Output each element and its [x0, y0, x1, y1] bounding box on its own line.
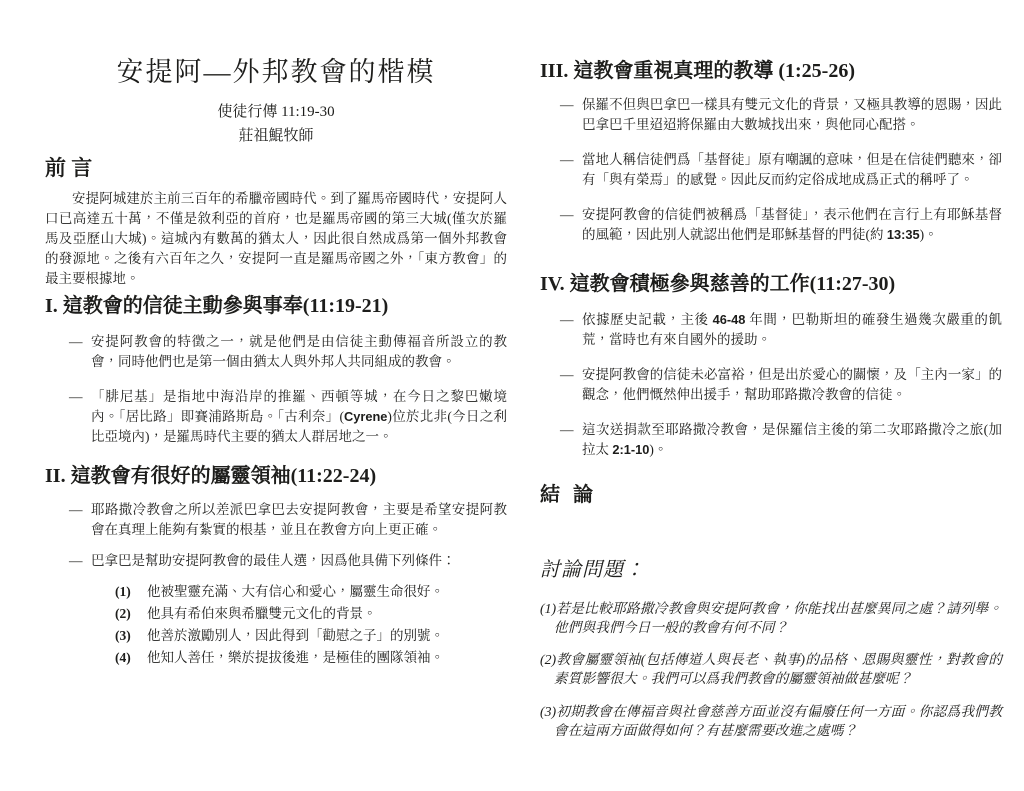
discussion-question-2: (2)教會屬靈領袖(包括傳道人與長老、執事)的品格、恩賜與靈性，對教會的素質影響很大。我們可以爲我們教會的屬靈領袖做甚麼呢？ — [540, 652, 1002, 687]
section-1-bullet-2 — [69, 387, 507, 447]
list-item-4 — [115, 648, 507, 668]
em-dash-bullet: — — [69, 502, 83, 517]
item-text: 他知人善任，樂於提拔後進，是極佳的團隊領袖。 — [147, 650, 444, 665]
item-number: (3) — [115, 628, 131, 643]
section-3-heading: III. 這教會重視真理的教導 (1:25-26) — [540, 60, 855, 82]
em-dash-bullet: — — [560, 312, 574, 327]
item-text: 他善於激勵別人，因此得到「勸慰之子」的別號。 — [147, 628, 444, 643]
bullet-text: 「腓尼基」是指地中海沿岸的推羅、西頓等城，在今日之黎巴嫩境內。「居比路」即賽浦路斯島。「古利奈」(Cyrene)位於北非(今日之利比亞境內)，是羅馬時代主要的猶太人群居地之一。 — [91, 389, 507, 444]
discussion-questions — [540, 599, 1002, 741]
qualifications-list — [115, 582, 507, 668]
right-page-column — [540, 0, 1002, 754]
section-2-bullet-1 — [69, 500, 507, 540]
bullet-text: 當地人稱信徒們爲「基督徒」原有嘲諷的意味，但是在信徒們聽來，卻有「與有榮焉」的感覺。因此反而約定俗成地成爲正式的稱呼了。 — [582, 152, 1002, 187]
bullet-text: 安提阿教會的特徵之一，就是他們是由信徒主動傳福音所設立的教會，同時他們也是第一個由猶太人與外邦人共同組成的教會。 — [91, 334, 507, 369]
discussion-question-3: (3)初期教會在傳福音與社會慈善方面並沒有偏廢任何一方面。你認爲我們教會在這兩方面做得如何？有甚麼需要改進之處嗎？ — [540, 704, 1002, 739]
discussion-question-1: (1)若是比較耶路撒冷教會與安提阿教會，你能找出甚麼異同之處？請列舉。他們與我們今日一般的教會有何不同？ — [540, 600, 1002, 635]
bullet-text: 安提阿教會的信徒們被稱爲「基督徒」，表示他們在言行上有耶穌基督的風範，因此別人就認出他們是耶穌基督的門徒(約 13:35)。 — [582, 207, 1002, 242]
bullet-text: 巴拿巴是幫助安提阿教會的最佳人選，因爲他具備下列條件： — [91, 553, 456, 568]
section-4-heading: IV. 這教會積極參與慈善的工作(11:27-30) — [540, 273, 896, 295]
section-3-bullet-1 — [560, 95, 1002, 135]
section-3-bullet-2 — [560, 150, 1002, 190]
item-number: (2) — [115, 606, 131, 621]
em-dash-bullet: — — [560, 422, 574, 437]
item-number: (1) — [115, 584, 131, 599]
section-2-bullet-2 — [69, 551, 507, 571]
section-3-bullet-3 — [560, 205, 1002, 245]
section-4-bullet-3 — [560, 420, 1002, 460]
em-dash-bullet: — — [69, 334, 83, 349]
bullet-text: 耶路撒冷教會之所以差派巴拿巴去安提阿教會，主要是希望安提阿教會在真理上能夠有紮實的根基，並且在教會方向上更正確。 — [91, 502, 507, 537]
bullet-text: 這次送捐款至耶路撒冷教會，是保羅信主後的第二次耶路撒冷之旅(加拉太 2:1-10)。 — [582, 422, 1002, 457]
list-item-1 — [115, 582, 507, 602]
conclusion-heading: 結 論 — [540, 484, 597, 506]
bullet-text: 依據歷史記載，主後 46-48 年間，巴勒斯坦的確發生過幾次嚴重的飢荒，當時也有來自國外的援助。 — [582, 312, 1002, 347]
em-dash-bullet: — — [560, 152, 574, 167]
list-item-2 — [115, 604, 507, 624]
preface-paragraph: 安提阿城建於主前三百年的希臘帝國時代。到了羅馬帝國時代，安提阿人口已高達五十萬，不僅是敘利亞的首府，也是羅馬帝國的第三大城(僅次於羅馬及亞歷山大城)。這城內有數萬的猶太人，因此很自然成爲第一個外邦教會的發源地。之後有六百年之久，安提阿一直是羅馬帝國之外，「東方教會」的最主要根據地。 — [45, 191, 507, 286]
em-dash-bullet: — — [560, 207, 574, 222]
section-4-bullet-2 — [560, 365, 1002, 405]
em-dash-bullet: — — [69, 553, 83, 568]
item-text: 他被聖靈充滿、大有信心和愛心，屬靈生命很好。 — [147, 584, 444, 599]
item-number: (4) — [115, 650, 131, 665]
section-1-heading: I. 這教會的信徒主動參與事奉(11:19-21) — [45, 295, 389, 317]
author-name: 莊祖鯤牧師 — [238, 128, 314, 144]
bullet-text: 安提阿教會的信徒未必富裕，但是出於愛心的關懷，及「主內一家」的觀念，他們慨然伸出援手，幫助耶路撒冷教會的信徒。 — [582, 367, 1002, 402]
list-item-3 — [115, 626, 507, 646]
scripture-reference: 使徒行傳 11:19-30 — [217, 104, 335, 120]
section-1-bullet-1 — [69, 332, 507, 372]
section-4-bullet-1 — [560, 310, 1002, 350]
bullet-text: 保羅不但與巴拿巴一樣具有雙元文化的背景，又極具教導的恩賜，因此巴拿巴千里迢迢將保羅由大數城找出來，與他同心配搭。 — [582, 97, 1002, 132]
em-dash-bullet: — — [560, 367, 574, 382]
document-title: 安提阿—外邦教會的楷模 — [116, 57, 436, 87]
preface-heading: 前 言 — [45, 156, 93, 180]
em-dash-bullet: — — [69, 389, 83, 404]
discussion-heading: 討論問題： — [540, 559, 645, 581]
left-page-column — [45, 0, 507, 668]
em-dash-bullet: — — [560, 97, 574, 112]
item-text: 他具有希伯來與希臘雙元文化的背景。 — [147, 606, 377, 621]
section-2-heading: II. 這教會有很好的屬靈領袖(11:22-24) — [45, 465, 377, 487]
